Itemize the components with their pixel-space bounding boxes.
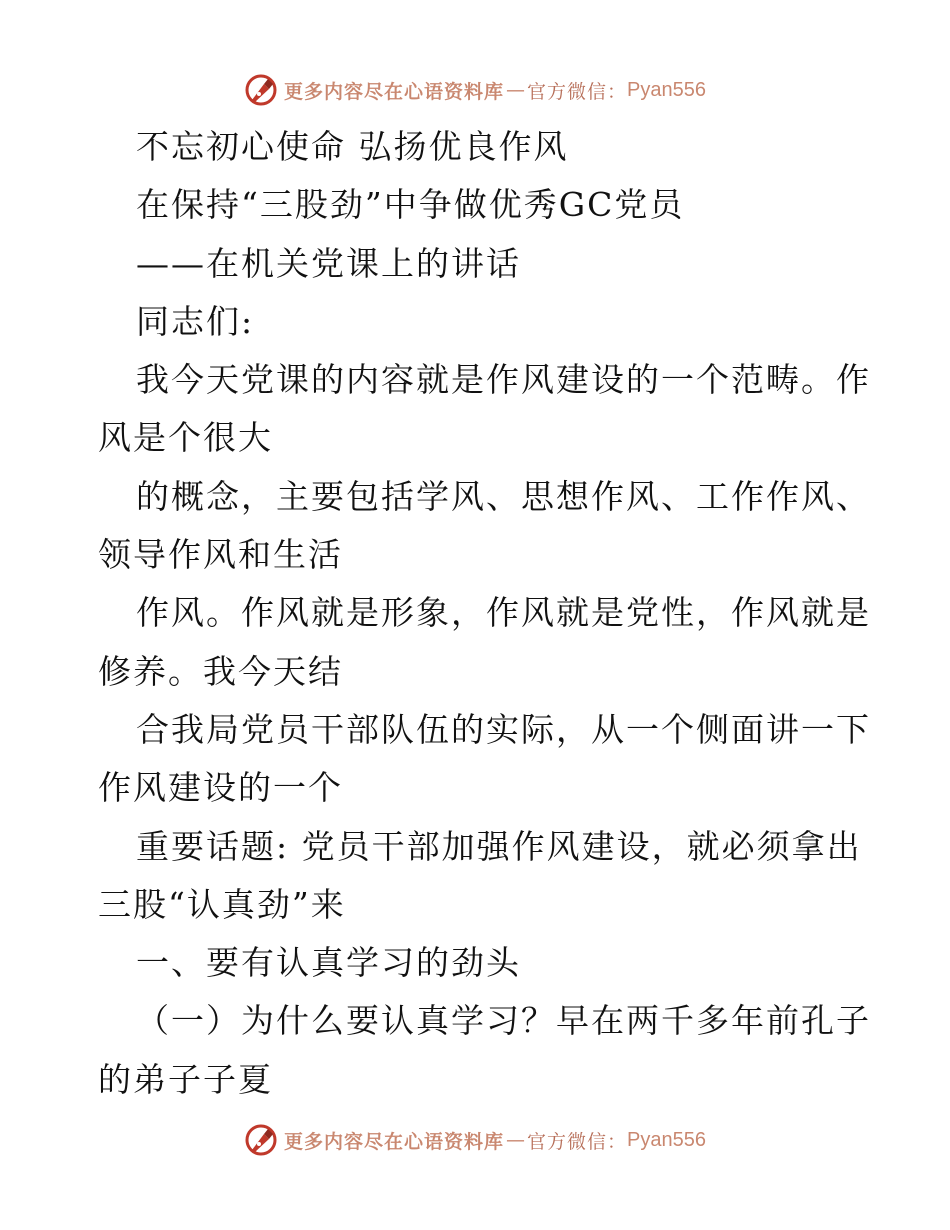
footer-watermark (0, 1120, 950, 1160)
watermark-site-text: 更多内容尽在心语资料库 (284, 1130, 505, 1153)
watermark-account: Pyan556 (627, 1128, 706, 1151)
document-line: 一、要有认真学习的劲头 (136, 943, 521, 983)
document-line: 三股“认真劲”来 (98, 884, 346, 924)
document-line: ——在机关党课上的讲话 (136, 243, 521, 283)
document-line: 不忘初心使命 弘扬优良作风 (136, 127, 569, 166)
watermark-site-text: 更多内容尽在心语资料库 (284, 80, 505, 103)
document-line: 作风建设的一个 (98, 768, 343, 808)
document-line: 作风。作风就是形象，作风就是党性，作风就是 (136, 593, 871, 633)
document-line: 风是个很大 (98, 418, 273, 458)
watermark-account: Pyan556 (627, 78, 706, 101)
pen-nib-logo-icon (244, 1123, 278, 1157)
document-line: 领导作风和生活 (98, 535, 343, 575)
document-line: 在保持“三股劲”中争做优秀GC党员 (136, 185, 685, 225)
watermark-dash: — (506, 1129, 526, 1151)
document-line: 的弟子子夏 (98, 1059, 273, 1099)
pen-nib-logo-icon (244, 73, 278, 107)
document-line: （一）为什么要认真学习？早在两千多年前孔子 (136, 1001, 871, 1041)
watermark-dash: — (506, 79, 526, 101)
document-line: 的概念，主要包括学风、思想作风、工作作风、 (136, 476, 871, 516)
document-line: 同志们: (136, 301, 255, 341)
document-line: 修养。我今天结 (98, 651, 343, 691)
header-watermark (0, 70, 950, 110)
watermark-label: 官方微信： (527, 80, 628, 103)
watermark-label: 官方微信： (527, 1130, 628, 1153)
document-body (98, 118, 871, 1109)
document-line: 重要话题: 党员干部加强作风建设，就必须拿出 (136, 826, 862, 866)
document-line: 合我局党员干部队伍的实际，从一个侧面讲一下 (136, 709, 871, 749)
document-line: 我今天党课的内容就是作风建设的一个范畴。作 (136, 360, 871, 400)
